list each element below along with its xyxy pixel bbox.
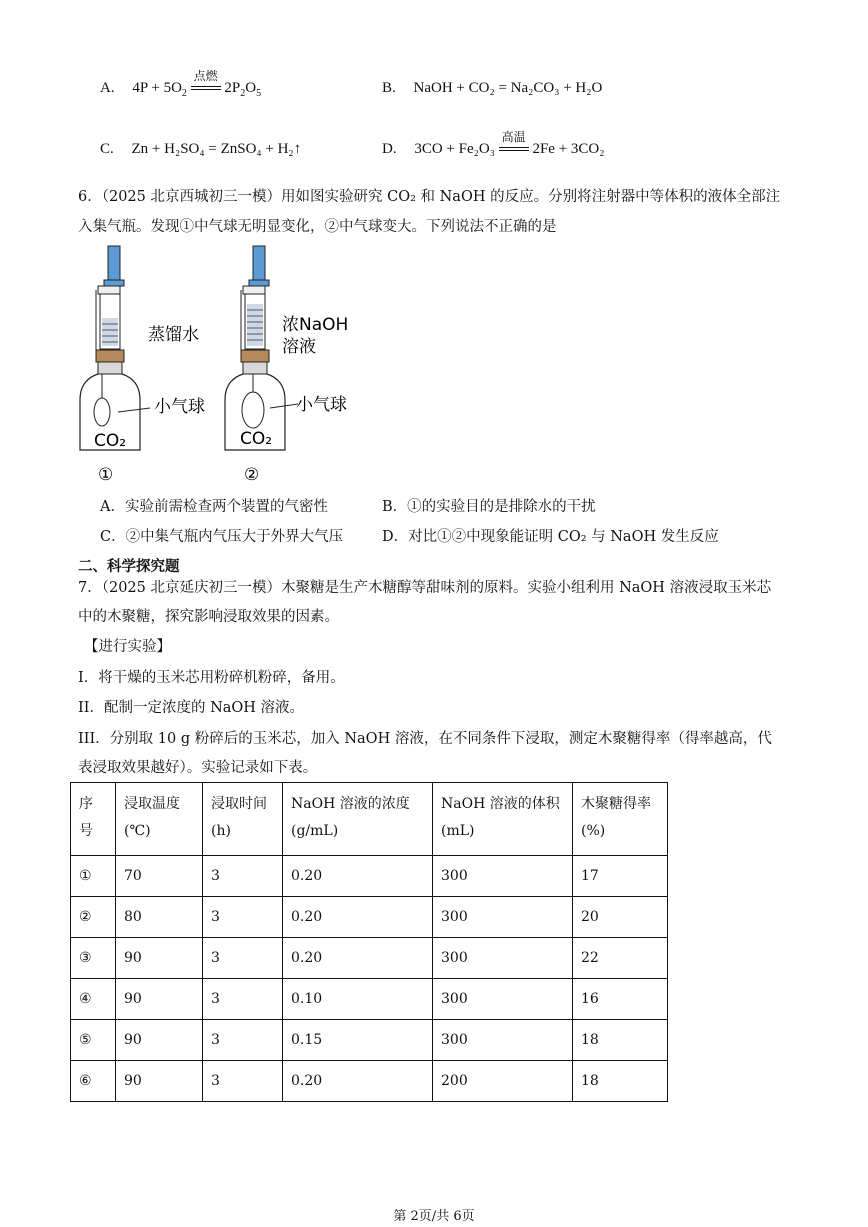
table-cell: 300 <box>433 1020 573 1061</box>
option-letter: C. <box>100 141 114 157</box>
table-cell: 200 <box>433 1061 573 1102</box>
label-naoh-2: 溶液 <box>282 337 316 357</box>
option-letter: D. <box>382 141 397 157</box>
label-balloon-1: 小气球 <box>154 397 205 417</box>
table-cell: 3 <box>203 1061 283 1102</box>
table-cell: 20 <box>573 897 668 938</box>
q7-stem-line1: 7．（2025 北京延庆初三一模）木聚糖是生产木糖醇等甜味剂的原料。实验小组利用 NaOH 溶液浸取玉米芯 <box>78 580 772 596</box>
apparatus-1 <box>80 246 150 450</box>
q6-apparatus-figure <box>70 240 370 490</box>
condition-label: 高温 <box>501 129 526 144</box>
table-cell: ② <box>71 897 116 938</box>
header-cell-index: 序 号 <box>71 783 116 856</box>
q7-step-2: II．配制一定浓度的 NaOH 溶液。 <box>78 700 305 716</box>
header-cell-volume: NaOH 溶液的体积 (mL) <box>433 783 573 856</box>
equation-lhs: 3CO + Fe₂O₃ <box>414 141 495 157</box>
experiment-table <box>70 782 668 1102</box>
label-co2-2: CO₂ <box>240 429 273 449</box>
q6-option-d: D．对比①②中现象能证明 CO₂ 与 NaOH 发生反应 <box>382 529 719 545</box>
table-cell: 300 <box>433 856 573 897</box>
label-co2-1: CO₂ <box>94 431 127 451</box>
table-row <box>71 938 668 979</box>
table-cell: 90 <box>116 1061 203 1102</box>
label-apparatus-2: ② <box>244 465 260 485</box>
table-cell: 0.15 <box>283 1020 433 1061</box>
reaction-condition <box>191 68 221 96</box>
q7-step-1: I．将干燥的玉米芯用粉碎机粉碎，备用。 <box>78 670 345 686</box>
q6-stem-line2: 入集气瓶。发现①中气球无明显变化，②中气球变大。下列说法不正确的是 <box>78 219 557 235</box>
header-cell-temperature: 浸取温度 (℃) <box>116 783 203 856</box>
table-cell: ① <box>71 856 116 897</box>
q6-option-c: C．②中集气瓶内气压大于外界大气压 <box>100 529 344 545</box>
table-row <box>71 897 668 938</box>
equation: Zn + H₂SO₄ = ZnSO₄ + H₂↑ <box>131 141 302 157</box>
q7-step-3-line2: 表浸取效果越好）。实验记录如下表。 <box>78 760 318 776</box>
reaction-condition <box>499 129 529 157</box>
label-apparatus-1: ① <box>98 465 114 485</box>
table-cell: 90 <box>116 979 203 1020</box>
equation-rhs: $2P_2O_5$ <box>224 80 262 99</box>
q7-sub-heading: 【进行实验】 <box>84 639 171 655</box>
table-cell: 90 <box>116 1020 203 1061</box>
table-cell: 22 <box>573 938 668 979</box>
option-letter: A. <box>100 80 115 96</box>
table-row <box>71 856 668 897</box>
table-cell: 3 <box>203 897 283 938</box>
q5-option-d <box>382 129 605 158</box>
table-cell: 90 <box>116 938 203 979</box>
table-cell: 0.20 <box>283 856 433 897</box>
q6-option-a: A．实验前需检查两个装置的气密性 <box>100 499 328 515</box>
table-cell: 0.20 <box>283 897 433 938</box>
table-cell: ④ <box>71 979 116 1020</box>
table-cell: 3 <box>203 856 283 897</box>
table-cell: 16 <box>573 979 668 1020</box>
table-cell: 3 <box>203 938 283 979</box>
table-cell: 3 <box>203 1020 283 1061</box>
table-cell: 18 <box>573 1020 668 1061</box>
table-cell: 80 <box>116 897 203 938</box>
table-cell: 17 <box>573 856 668 897</box>
equation-rhs: 2Fe + 3CO₂ <box>532 141 605 157</box>
table-row <box>71 1020 668 1061</box>
table-header-row <box>71 783 668 856</box>
table-cell: ⑤ <box>71 1020 116 1061</box>
q7-step-3-line1: III．分别取 10 g 粉碎后的玉米芯，加入 NaOH 溶液，在不同条件下浸取，测定木聚糖得率（得率越高，代 <box>78 731 772 747</box>
table-cell: 0.10 <box>283 979 433 1020</box>
header-cell-time: 浸取时间 (h) <box>203 783 283 856</box>
q5-option-a <box>100 68 262 99</box>
table-cell: 300 <box>433 979 573 1020</box>
table-cell: 0.20 <box>283 1061 433 1102</box>
table-cell: 0.20 <box>283 938 433 979</box>
page-footer: 第 2页/共 6页 <box>393 1209 475 1224</box>
q5-option-b <box>382 80 602 97</box>
equation: NaOH + CO₂ = Na₂CO₃ + H₂O <box>413 80 603 96</box>
table-cell: 300 <box>433 938 573 979</box>
table-row <box>71 1061 668 1102</box>
table-cell: ⑥ <box>71 1061 116 1102</box>
table-cell: ③ <box>71 938 116 979</box>
option-letter: B. <box>382 80 396 96</box>
header-cell-yield: 木聚糖得率 (%) <box>573 783 668 856</box>
equation-lhs: $4P + 5O_2$ <box>132 80 187 99</box>
header-cell-concentration: NaOH 溶液的浓度 (g/mL) <box>283 783 433 856</box>
label-balloon-2: 小气球 <box>296 395 347 415</box>
label-naoh-1: 浓NaOH <box>282 315 349 335</box>
table-cell: 18 <box>573 1061 668 1102</box>
q7-stem-line2: 中的木聚糖，探究影响浸取效果的因素。 <box>78 609 339 625</box>
q5-option-c <box>100 141 301 158</box>
table-cell: 300 <box>433 897 573 938</box>
label-distilled-water: 蒸馏水 <box>148 325 199 345</box>
section-title: 二、科学探究题 <box>78 558 180 575</box>
condition-label: 点燃 <box>193 68 218 83</box>
table-row <box>71 979 668 1020</box>
table-cell: 3 <box>203 979 283 1020</box>
q6-stem-line1: 6．（2025 北京西城初三一模）用如图实验研究 CO₂ 和 NaOH 的反应。分别将注射器中等体积的液体全部注 <box>78 189 781 205</box>
q6-option-b: B．①的实验目的是排除水的干扰 <box>382 499 596 515</box>
table-cell: 70 <box>116 856 203 897</box>
